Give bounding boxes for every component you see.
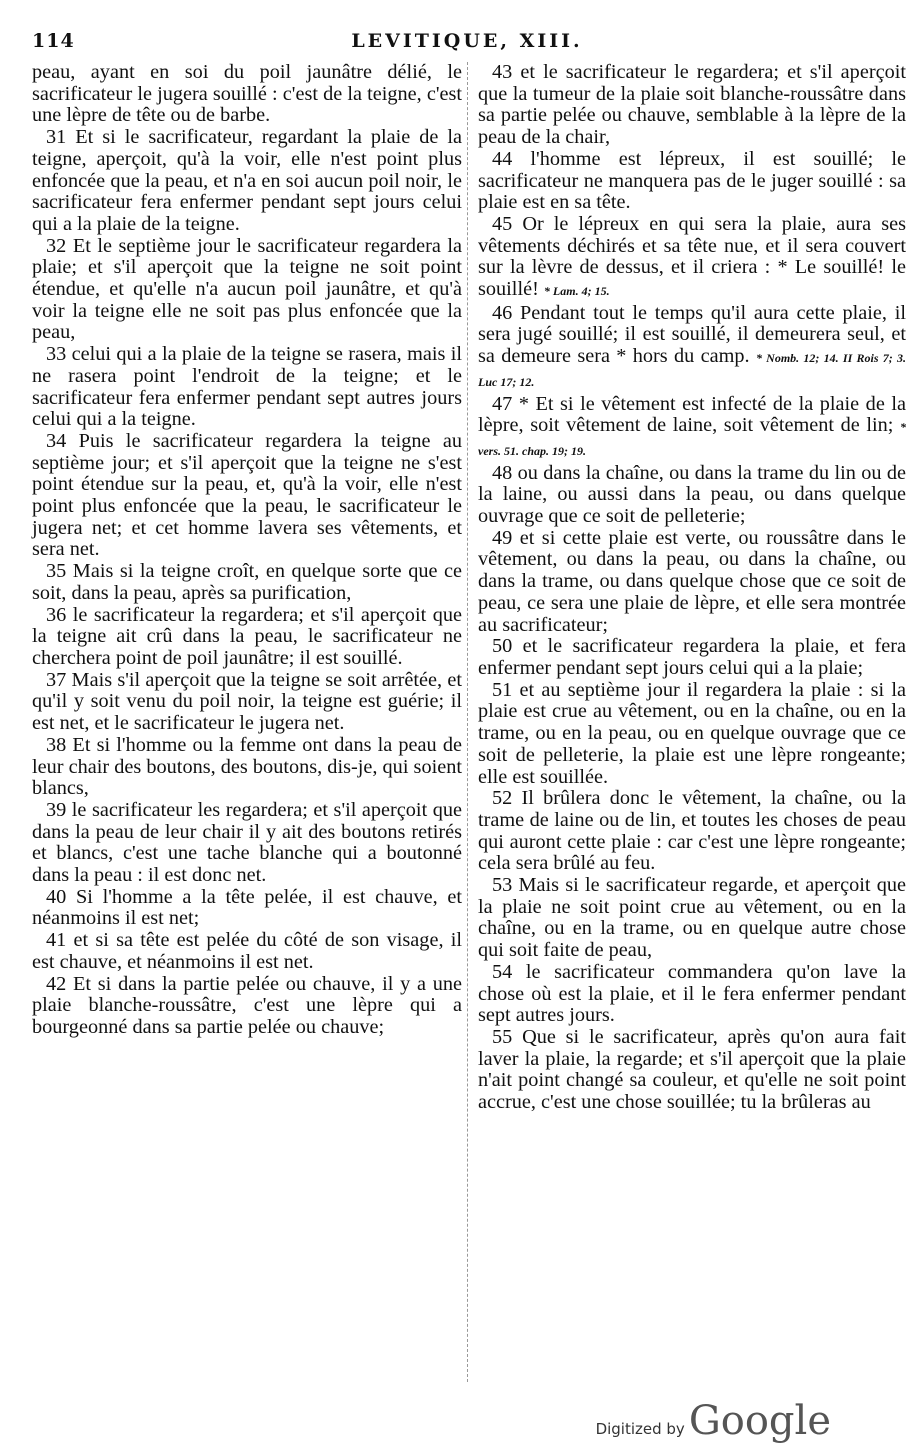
- verse-39: 39 le sacrificateur les regardera; et s'il aperçoit que dans la peau de leur chair il y ait des boutons retirés et blancs, c'est une tache blanche qui a boutonné dans la peau : il est donc net.: [32, 798, 462, 887]
- verse-54: 54 le sacrificateur commandera qu'on lave la chose où est la plaie, et il le fera enfermer pendant sept autres jours.: [478, 960, 906, 1027]
- verse-36: 36 le sacrificateur la regardera; et s'il aperçoit que la teigne ait crû dans la peau, le sacrificateur ne cherchera point de poil jaunâtre; il est souillé.: [32, 603, 462, 669]
- verse-47: [478, 394, 906, 463]
- verse-33: 33 celui qui a la plaie de la teigne se rasera, mais il ne rasera point l'endroit de la teigne; et le sacrificateur fera enfermer pendant sept autres jours celui qui a la teigne.: [32, 343, 462, 431]
- digitized-by-label: Digitized by: [595, 1420, 685, 1438]
- cross-reference: * Lam. 4; 15.: [543, 284, 610, 299]
- verse-38: 38 Et si l'homme ou la femme ont dans la peau de leur chair des boutons, des boutons, dis-je, qui soient blancs,: [32, 733, 462, 800]
- google-wordmark: Google: [688, 1398, 831, 1444]
- verse-31: 31 Et si le sacrificateur, regardant la plaie de la teigne, aperçoit, qu'à la voir, elle n'est point plus enfoncée que la peau, et n'a en soi aucun poil noir, le sacrificateur fera enfermer pendant sept jours celui qui a la plaie de la teigne.: [32, 126, 462, 235]
- cross-reference: * Nomb. 12; 14. II Rois 7; 3. Luc 17; 12.: [478, 351, 907, 389]
- verse-44: 44 l'homme est lépreux, il est souillé; le sacrificateur ne manquera pas de le juger souillé : sa plaie est en sa tête.: [478, 147, 906, 214]
- running-title: LEVITIQUE, XIII.: [351, 30, 583, 52]
- verse-53: 53 Mais si le sacrificateur regarde, et aperçoit que la plaie ne soit point crue au vêtement, ou en la chaîne, ou en la trame, ou en quelque autre chose qui soit faite de peau,: [478, 874, 906, 962]
- verse-continuation: peau, ayant en soi du poil jaunâtre délié, le sacrificateur le jugera souillé : c'est de la teigne, c'est une lèpre de tête ou de barbe.: [32, 61, 462, 127]
- left-column: [32, 62, 462, 1039]
- verse-51: 51 et au septième jour il regardera la plaie : si la plaie est crue au vêtement, ou en la chaîne, ou en la trame, ou en la peau, ou en quelque ouvrage que ce soit de pelleterie, la plaie est une lèpre rongeante; elle est souillée.: [478, 678, 906, 788]
- verse-52: 52 Il brûlera donc le vêtement, la chaîne, ou la trame de laine ou de lin, et toutes les choses de peau qui auront cette plaie : car c'est une lèpre rongeante; cela sera brûlé au feu.: [478, 787, 906, 875]
- verse-40: 40 Si l'homme a la tête pelée, il est chauve, et néanmoins il est net;: [32, 885, 462, 930]
- verse-48: 48 ou dans la chaîne, ou dans la trame du lin ou de la laine, ou aussi dans la peau, ou dans quelque ouvrage que ce soit de pelleterie;: [478, 461, 906, 528]
- page-number: 114: [32, 30, 75, 52]
- verse-46-text: 46 Pendant tout le temps qu'il aura cette plaie, il sera jugé souillé; il est souillé, il demeurera seul, et sa demeure sera * hors du camp.: [478, 301, 906, 368]
- right-column: [478, 62, 906, 1114]
- verse-45: [478, 214, 906, 303]
- verse-34: 34 Puis le sacrificateur regardera la teigne au septième jour; et s'il aperçoit que la teigne ne s'est point étendue sur la peau, et, qu'à la voir, elle n'est point plus enfoncée que la peau, le sacrificateur le jugera net; et cet homme lavera ses vêtements, et sera net.: [32, 429, 462, 561]
- verse-32: 32 Et le septième jour le sacrificateur regardera la plaie; et s'il aperçoit que la teigne ne soit point étendue, et qu'elle n'a aucun poil jaunâtre, et qu'à voir la teigne elle ne soit pas plus enfoncée que la peau,: [32, 234, 462, 344]
- page-header: [32, 30, 902, 56]
- column-divider: [467, 62, 468, 1382]
- verse-41: 41 et si sa tête est pelée du côté de son visage, il est chauve, et néanmoins il est net.: [32, 929, 462, 973]
- verse-45-text: 45 Or le lépreux en qui sera la plaie, aura ses vêtements déchirés et sa tête nue, et il sera couvert sur la lèvre de dessus, et il criera : * Le souillé! le souillé!: [478, 212, 906, 301]
- verse-49: 49 et si cette plaie est verte, ou roussâtre dans le vêtement, ou dans la peau, ou dans la chaîne, ou dans la trame, ou dans quelque chose que ce soit de peau, ce sera une plaie de lèpre, et elle sera montrée au sacrificateur;: [478, 526, 906, 636]
- verse-37: 37 Mais s'il aperçoit que la teigne se soit arrêtée, et qu'il y soit venu du poil noir, la teigne est guérie; il est net, et le sacrificateur le jugera net.: [32, 668, 462, 735]
- verse-46: [478, 303, 906, 394]
- digitized-watermark: [596, 1398, 831, 1444]
- verse-50: 50 et le sacrificateur regardera la plaie, et fera enfermer pendant sept jours celui qui a la plaie;: [478, 635, 906, 679]
- verse-55: 55 Que si le sacrificateur, après qu'on aura fait laver la plaie, la regarde; et s'il aperçoit que la plaie n'ait point changé sa couleur, et qu'elle ne soit point accrue, c'est une chose souillée; tu la brûleras au: [478, 1025, 906, 1114]
- verse-43: 43 et le sacrificateur le regardera; et s'il aperçoit que la tumeur de la plaie soit blanche-roussâtre dans sa partie pelée ou chauve, semblable à la lèpre de la peau de la chair,: [478, 61, 906, 149]
- cross-reference: * vers. 51. chap. 19; 19.: [478, 420, 906, 458]
- verse-42: 42 Et si dans la partie pelée ou chauve, il y a une plaie blanche-roussâtre, c'est une lèpre qui a bourgeonné dans sa partie pelée ou chauve;: [32, 972, 462, 1038]
- verse-35: 35 Mais si la teigne croît, en quelque sorte que ce soit, dans la peau, après sa purification,: [32, 560, 462, 604]
- verse-47-text: 47 * Et si le vêtement est infecté de la plaie de la lèpre, soit vêtement de laine, soit vêtement de lin;: [478, 392, 906, 437]
